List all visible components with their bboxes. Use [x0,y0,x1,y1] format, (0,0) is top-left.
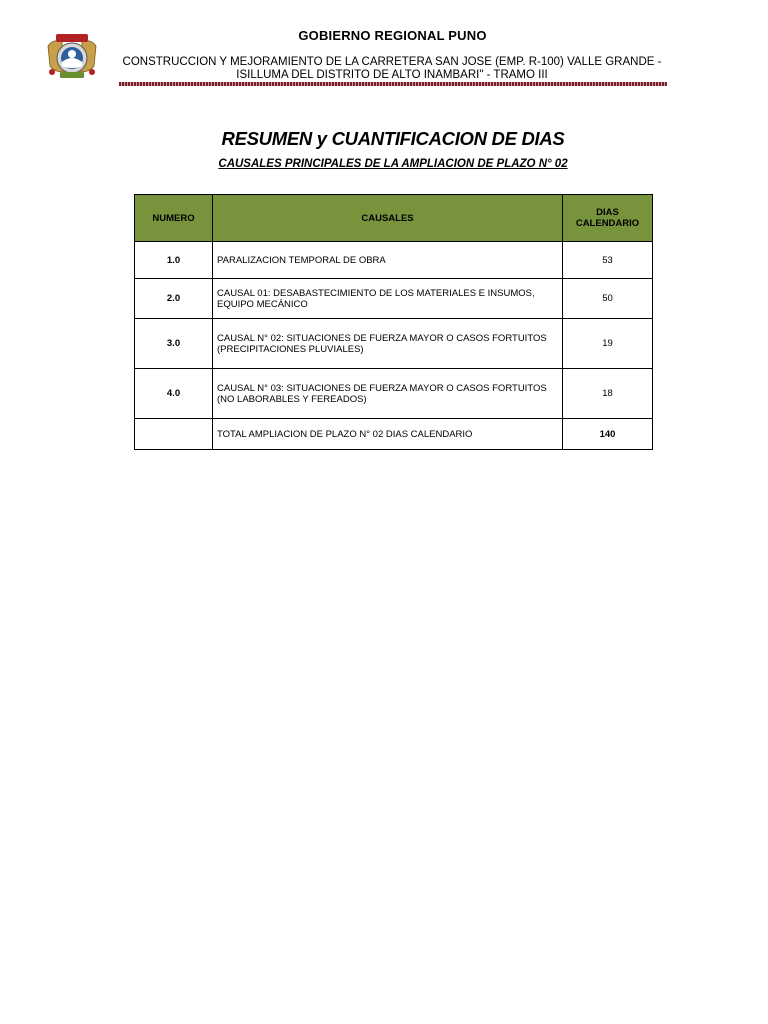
project-line-1: CONSTRUCCION Y MEJORAMIENTO DE LA CARRETERA SAN JOSE (EMP. R-100) VALLE GRANDE - [122,56,662,68]
table-row [135,319,653,369]
row-days: 50 [563,279,653,319]
table-row [135,279,653,319]
table-row [135,369,653,419]
document-title: RESUMEN y CUANTIFICACION DE DIAS [221,128,565,149]
row-days: 19 [563,319,653,369]
row-number: 2.0 [135,279,213,319]
row-causal: CAUSAL 01: DESABASTECIMIENTO DE LOS MATERIALES E INSUMOS, EQUIPO MECÁNICO [213,279,563,319]
row-days: 53 [563,242,653,279]
header-numero: NUMERO [135,195,213,242]
days-summary-table [134,194,653,450]
table-header-row [135,195,653,242]
header-dias-line-1: DIAS [596,207,619,218]
row-number: 1.0 [135,242,213,279]
document-subtitle: CAUSALES PRINCIPALES DE LA AMPLIACION DE PLAZO N° 02 [218,158,568,170]
row-days: 18 [563,369,653,419]
row-causal: CAUSAL N° 02: SITUACIONES DE FUERZA MAYOR O CASOS FORTUITOS (PRECIPITACIONES PLUVIALES) [213,319,563,369]
header-dias [563,195,653,242]
row-number: 4.0 [135,369,213,419]
header-dias-line-2: CALENDARIO [575,218,640,229]
header-divider [119,82,667,86]
project-line-2: ISILLUMA DEL DISTRITO DE ALTO INAMBARI" - TRAMO III [236,69,548,81]
header-causales: CAUSALES [213,195,563,242]
total-label: TOTAL AMPLIACION DE PLAZO N° 02 DIAS CALENDARIO [213,419,563,450]
total-days: 140 [563,419,653,450]
table-total-row [135,419,653,450]
total-number [135,419,213,450]
regional-seal-icon [44,32,100,80]
table-row [135,242,653,279]
organization-name: GOBIERNO REGIONAL PUNO [298,28,487,43]
row-causal: PARALIZACION TEMPORAL DE OBRA [213,242,563,279]
project-name [112,56,672,82]
row-number: 3.0 [135,319,213,369]
row-causal: CAUSAL N° 03: SITUACIONES DE FUERZA MAYOR O CASOS FORTUITOS (NO LABORABLES Y FEREADOS) [213,369,563,419]
